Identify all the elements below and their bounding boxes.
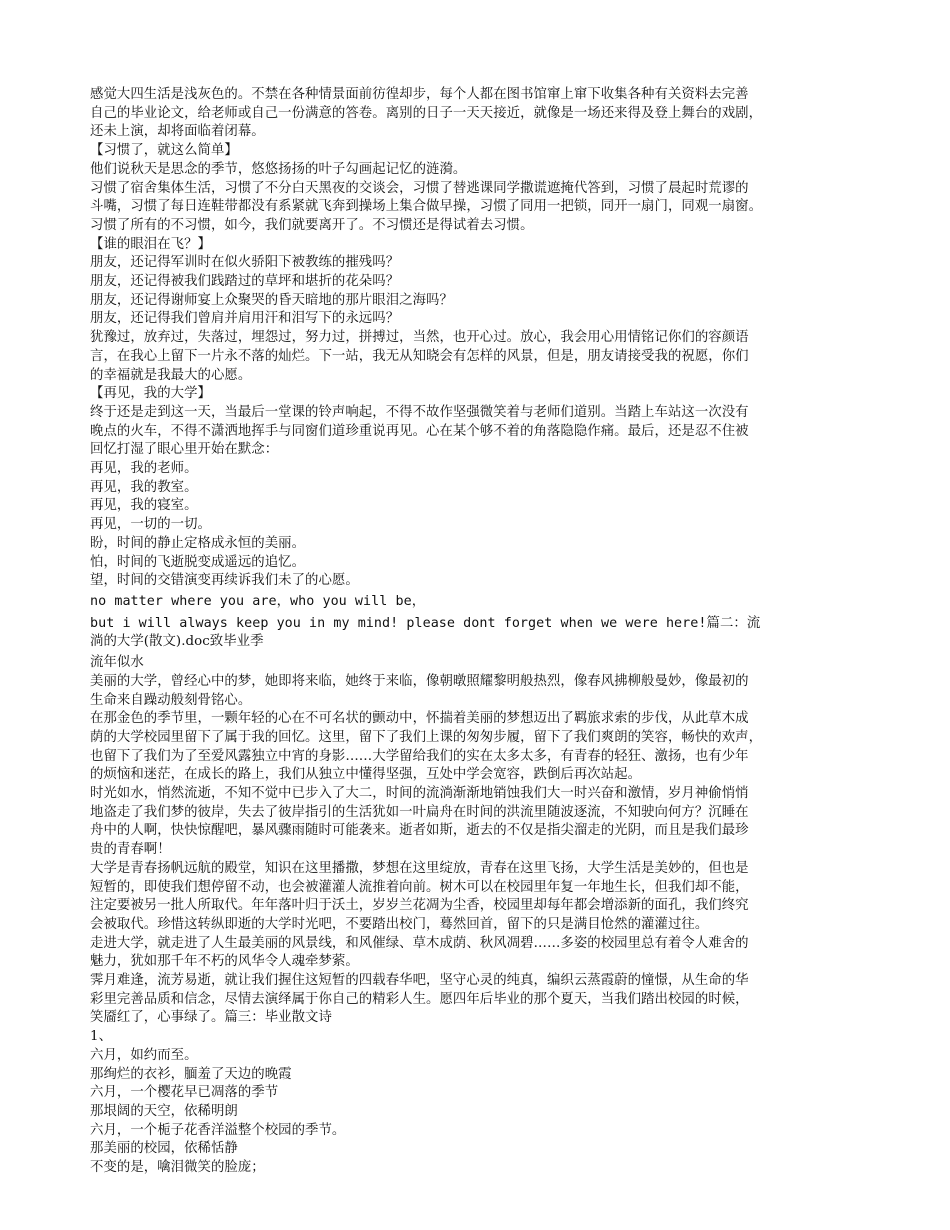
text-line: 贵的青春啊！ — [90, 842, 171, 858]
text-line: 习惯了所有的不习惯，如今，我们就要离开了。不习惯还是得试着去习惯。 — [90, 217, 534, 233]
section-heading: 【习惯了，就这么简单】 — [90, 143, 238, 159]
text-line: 六月，一个樱花早已凋落的季节 — [90, 1085, 279, 1101]
text-line: 终于还是走到这一天，当最后一堂课的铃声响起，不得不故作坚强微笑着与老师们道别。当踏上车站这一次没有 — [90, 404, 749, 420]
text-line: 魅力，犹如那千年不朽的风华令人魂牵梦萦。 — [90, 954, 359, 970]
text-line: 怕，时间的飞逝脱变成遥远的追忆。 — [90, 554, 306, 570]
text-line: 那垠阔的天空，依稀明朗 — [90, 1103, 238, 1119]
text-line: 荫的大学校园里留下了属于我的回忆。这里，留下了我们上课的匆匆步履，留下了我们爽朗的笑容，畅快的欢声， — [90, 729, 763, 745]
text-line: 六月，如约而至。 — [90, 1047, 198, 1063]
text-line: 再见，我的老师。 — [90, 461, 198, 477]
text-line: 朋友，还记得谢师宴上众聚哭的昏天暗地的那片眼泪之海吗？ — [90, 292, 453, 308]
text-line: 彩里完善品质和信念，尽情去演绎属于你自己的精彩人生。愿四年后毕业的那个夏天，当我们踏出校园的时候， — [90, 991, 749, 1007]
text-line: 不变的是，噙泪微笑的脸庞； — [90, 1160, 265, 1176]
text-line: 习惯了宿舍集体生活，习惯了不分白天黑夜的交谈会，习惯了替逃课同学撒谎遮掩代答到，习惯了晨起时荒谬的 — [90, 180, 749, 196]
text-line: 六月，一个栀子花香洋溢整个校园的季节。 — [90, 1122, 346, 1138]
english-line: no matter where you are，who you will be， — [90, 593, 426, 609]
text-line: 的幸福就是我最大的心愿。 — [90, 367, 252, 383]
text-line: 走进大学，就走进了人生最美丽的风景线，和风催绿、草木成荫、秋风凋碧……多姿的校园里总有着令人难舍的 — [90, 935, 749, 951]
text-line: 舟中的人啊，快快惊醒吧，暴风骤雨随时可能袭来。逝者如斯，逝去的不仅是指尖溜走的光阴，而且是我们最珍 — [90, 823, 749, 839]
english-text: but i will always keep you in my mind! please dont forget when we were here! — [90, 615, 707, 631]
doc-filename: 淌的大学(散文).doc — [90, 634, 210, 650]
text-line: 大学是青春扬帆远航的殿堂，知识在这里播撒，梦想在这里绽放，青春在这里飞扬，大学生活是美妙的，但也是 — [90, 860, 749, 876]
text-line: 他们说秋天是思念的季节，悠悠扬扬的叶子勾画起记忆的涟漪。 — [90, 161, 467, 177]
text-line: 感觉大四生活是浅灰色的。不禁在各种情景面前彷徨却步，每个人都在图书馆窜上窜下收集各种有关资料去完善 — [90, 87, 749, 102]
text-line: 1、 — [90, 1029, 113, 1045]
text-line: 那绚烂的衣衫，腼羞了天边的晚霞 — [90, 1066, 292, 1082]
text-line: 盼，时间的静止定格成永恒的美丽。 — [90, 535, 306, 551]
text-line: 朋友，还记得我们曾肩并肩用汗和泪写下的永远吗？ — [90, 311, 400, 327]
text-line: 言，在我心上留下一片永不落的灿烂。下一站，我无从知晓会有怎样的风景，但是，朋友请接受我的祝愿，你们 — [90, 348, 749, 364]
text-line: 再见，我的教室。 — [90, 479, 198, 495]
text-line: 注定要被另一批人所取代。年年落叶归于沃土，岁岁兰花凋为尘香，校园里却每年都会增添新的面孔，我们终究 — [90, 898, 749, 914]
text-line: 回忆打湿了眼心里开始在默念： — [90, 442, 279, 458]
text-line: 霁月难逢，流芳易逝，就让我们握住这短暂的四载春华吧，坚守心灵的纯真，编织云蒸霞蔚的憧憬，从生命的华 — [90, 973, 749, 989]
english-passage — [90, 593, 860, 652]
text-line: 斗嘴，习惯了每日连鞋带都没有系紧就飞奔到操场上集合做早操，习惯了同用一把锁，同开一扇门，同观一扇窗。 — [90, 199, 763, 215]
text-line — [90, 633, 860, 652]
text-line: 的烦恼和迷茫，在成长的路上，我们从独立中懂得坚强，互处中学会宽容，跌倒后再次站起。 — [90, 767, 642, 783]
text-line: 朋友，还记得军训时在似火骄阳下被教练的摧残吗？ — [90, 255, 400, 271]
text-line: 望，时间的交错演变再续诉我们未了的心愿。 — [90, 573, 359, 589]
text-line: 那美丽的校园，依稀恬静 — [90, 1141, 238, 1157]
text-line: 再见，一切的一切。 — [90, 517, 211, 533]
section-heading: 【谁的眼泪在飞？】 — [90, 236, 211, 252]
text-line: 美丽的大学，曾经心中的梦，她即将来临，她终于来临，像朝暾照耀黎明般热烈，像春风拂柳般曼妙，像最初的 — [90, 673, 749, 689]
text-line: 还未上演，却将面临着闭幕。 — [90, 124, 265, 140]
text-line: 短暂的，即使我们想停留不动，也会被灌灌人流推着向前。树木可以在校园里年复一年地生长，但我们却不能， — [90, 879, 749, 895]
text-line: 朋友，还记得被我们践踏过的草坪和堪折的花朵吗？ — [90, 274, 400, 290]
text-line: 也留下了我们为了至爱风露独立中宵的身影……大学留给我们的实在太多太多，有青春的轻狂、激扬，也有少年 — [90, 748, 749, 764]
text-line: 晚点的火车，不得不潇洒地挥手与同窗们道珍重说再见。心在某个够不着的角落隐隐作痛。最后，还是忍不住被 — [90, 423, 749, 439]
text-line: 生命来自躁动般刻骨铭心。 — [90, 692, 252, 708]
english-line-with-heading — [90, 615, 860, 634]
section-heading: 流年似水 — [90, 655, 144, 671]
section-part-one — [90, 86, 860, 591]
doc-title: 致毕业季 — [209, 634, 264, 650]
text-line: 地盗走了我们梦的彼岸，失去了彼岸指引的生活犹如一叶扁舟在时间的洪流里随波逐流，不知驶向何方？沉睡在 — [90, 804, 749, 820]
section-heading: 【再见，我的大学】 — [90, 386, 211, 402]
text-line: 时光如水，悄然流逝，不知不觉中已步入了大二，时间的流淌渐渐地销蚀我们大一时兴奋和激情，岁月神偷悄悄 — [90, 786, 749, 802]
text-line: 会被取代。珍惜这转纵即逝的大学时光吧，不要踏出校门，蓦然回首，留下的只是满目怆然的灌灌过往。 — [90, 916, 709, 932]
text-line: 笑靥红了，心事绿了。篇三：毕业散文诗 — [90, 1010, 332, 1026]
text-line: 在那金色的季节里，一颗年轻的心在不可名状的颤动中，怀揣着美丽的梦想迈出了羁旅求索的步伐，从此草木成 — [90, 711, 749, 727]
text-line: 再见，我的寝室。 — [90, 498, 198, 514]
text-line: 自己的毕业论文，给老师或自己一份满意的答卷。离别的日子一天天接近，就像是一场还来得及登上舞台的戏剧， — [90, 105, 763, 121]
section-part-two — [90, 654, 860, 1178]
section-heading-inline: 篇二：流 — [706, 615, 761, 631]
text-line: 犹豫过，放弃过，失落过，埋怨过，努力过，拼搏过，当然，也开心过。放心，我会用心用情铭记你们的容颜语 — [90, 330, 749, 346]
